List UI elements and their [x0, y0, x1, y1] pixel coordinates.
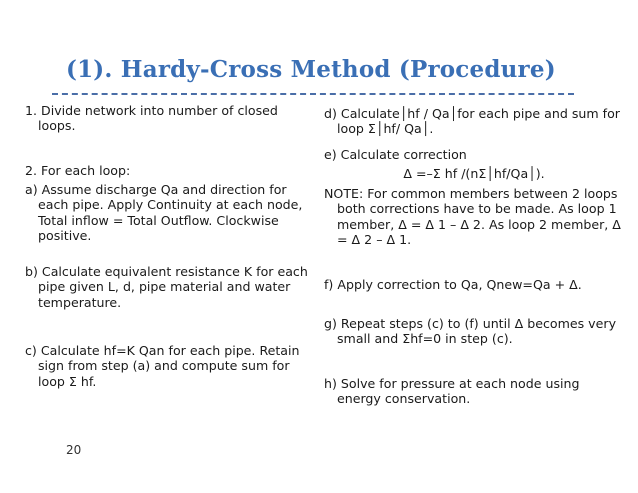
step-a [25, 182, 315, 244]
step-g-text: g) Repeat steps (c) to (f) until Δ becomes very small and Σhf=0 in step (c). [324, 316, 617, 347]
step-b-text: b) Calculate equivalent resistance K for each pipe given L, d, pipe material and water temperature. [25, 264, 308, 310]
title-underline [52, 93, 574, 95]
step-d [324, 106, 624, 137]
step-2-text: 2. For each loop: [25, 163, 131, 178]
step-e-formula: Δ =–Σ hf /(nΣ│hf/Qa│). [403, 166, 545, 182]
note-text: NOTE: For common members between 2 loops both corrections have to be made. As loop 1 member, Δ = Δ 1 – Δ 2. As loop 2 member, Δ = Δ 2 – Δ 1. [324, 186, 621, 248]
step-f [324, 277, 624, 292]
step-g [324, 316, 624, 347]
step-h [324, 376, 624, 407]
page-number: 20 [66, 443, 82, 457]
step-e-text: e) Calculate correction [324, 147, 467, 162]
step-b [25, 264, 315, 310]
step-f-text: f) Apply correction to Qa, Qnew=Qa + Δ. [324, 277, 582, 292]
step-a-text: a) Assume discharge Qa and direction for each pipe. Apply Continuity at each node, Total inflow = Total Outflow. Clockwise positive. [25, 182, 303, 244]
note-common-members [324, 186, 624, 248]
step-c-text: c) Calculate hf=K Qan for each pipe. Retain sign from step (a) and compute sum for loop Σ hf. [25, 343, 300, 389]
step-1-text: 1. Divide network into number of closed loops. [25, 103, 278, 134]
step-1 [25, 103, 315, 134]
step-c [25, 343, 315, 389]
slide-title: (1). Hardy-Cross Method (Procedure) [66, 56, 556, 83]
step-2 [25, 163, 315, 178]
step-d-text: d) Calculate│hf / Qa│for each pipe and sum for loop Σ│hf/ Qa│. [324, 106, 620, 137]
step-h-text: h) Solve for pressure at each node using energy conservation. [324, 376, 580, 407]
step-e [324, 147, 624, 182]
